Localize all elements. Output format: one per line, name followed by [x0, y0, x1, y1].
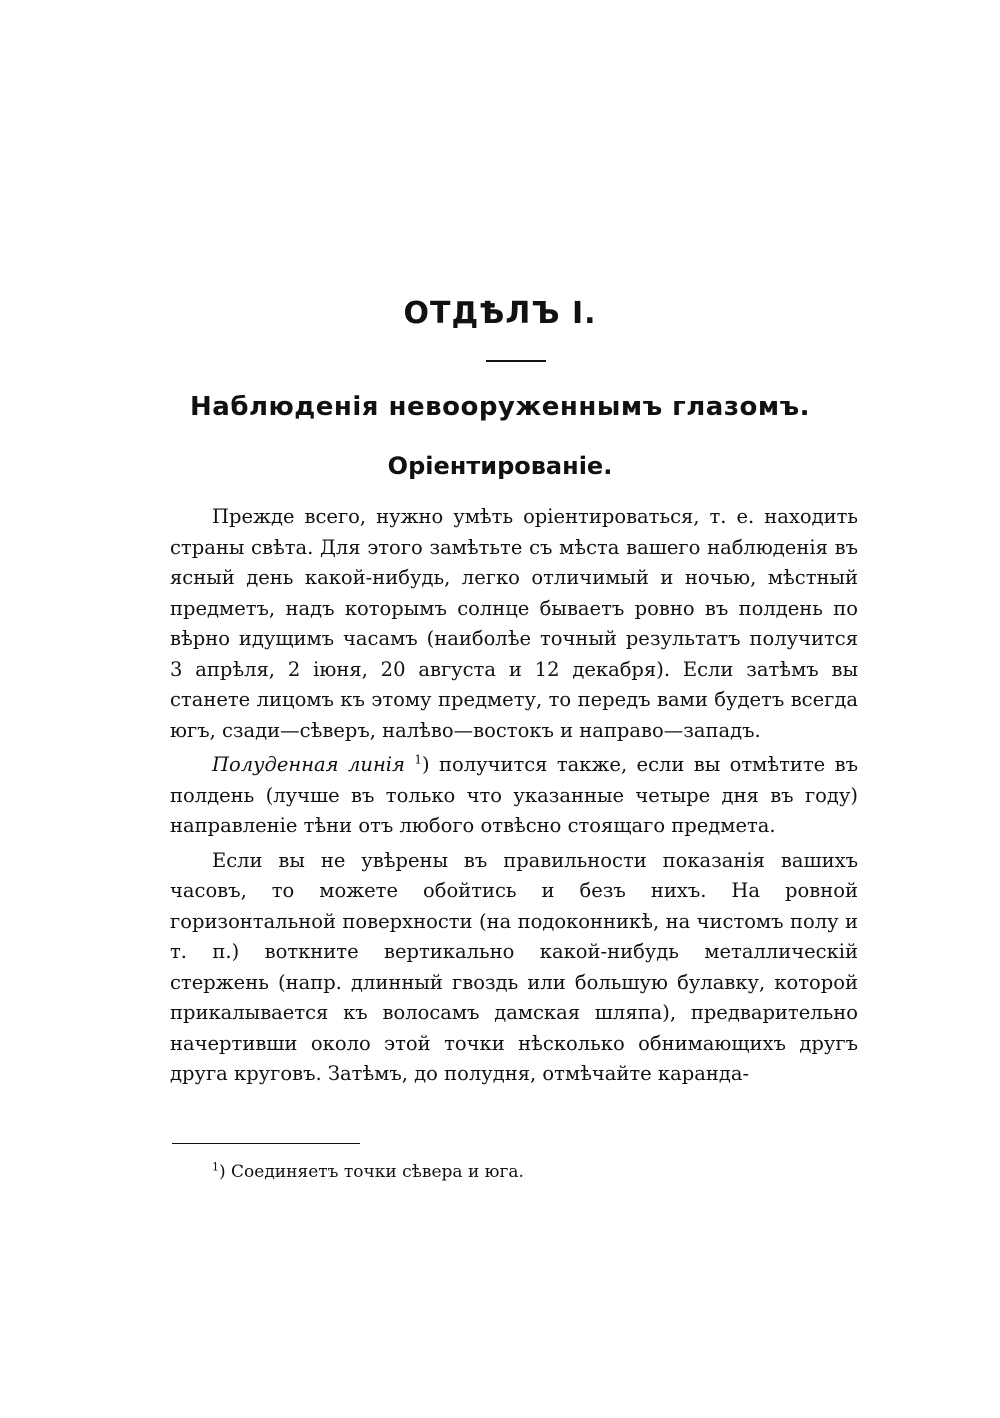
paragraph-2-text: ) получится также, если вы отмѣтите въ полдень (лучше въ только что указанные четыре дня въ году) направленіе тѣни отъ любого отвѣсно стоящаго предмета.	[170, 753, 858, 837]
section-title: ОТДѢЛЪ I.	[403, 296, 597, 331]
paragraph-2	[170, 750, 858, 842]
paragraph-3: Если вы не увѣрены въ правильности показанія вашихъ часовъ, то можете обойтись и безъ нихъ. На ровной горизонтальной поверхности (на подоконникѣ, на чистомъ полу и т. п.) воткните вертикально какой-нибудь металлическій стержень (напр. длинный гвоздь или большую булавку, которой прикалывается къ волосамъ дамская шляпа), предварительно начертивши около этой точки нѣсколько обнимающихъ другъ друга круговъ. Затѣмъ, до полудня, отмѣчайте каранда-	[170, 848, 858, 1085]
chapter-title: Наблюденія невооруженнымъ глазомъ.	[190, 392, 810, 422]
footnote-text: ) Соединяетъ точки сѣвера и юга.	[219, 1162, 524, 1182]
footnote-marker: 1	[212, 1160, 219, 1174]
title-divider	[486, 360, 546, 362]
subheading: Оріентированіе.	[387, 452, 613, 480]
paragraph-1: Прежде всего, нужно умѣть оріентироваться, т. е. находить страны свѣта. Для этого замѣтьте съ мѣста вашего наблюденія въ ясный день какой-нибудь, легко отличимый и ночью, мѣстный предметъ, надъ которымъ солнце бываетъ ровно въ полдень по вѣрно идущимъ часамъ (наиболѣе точный результатъ получится 3 апрѣля, 2 іюня, 20 августа и 12 декабря). Если затѣмъ вы станете лицомъ къ этому предмету, то передъ вами будетъ всегда югъ, сзади—сѣверъ, налѣво—востокъ и направо—западъ.	[170, 505, 858, 742]
italic-term: Полуденная линія	[212, 753, 405, 776]
body-text	[170, 502, 858, 1094]
footnote-divider	[172, 1143, 360, 1144]
footnote	[212, 1160, 858, 1184]
footnote-ref: 1	[414, 752, 422, 767]
